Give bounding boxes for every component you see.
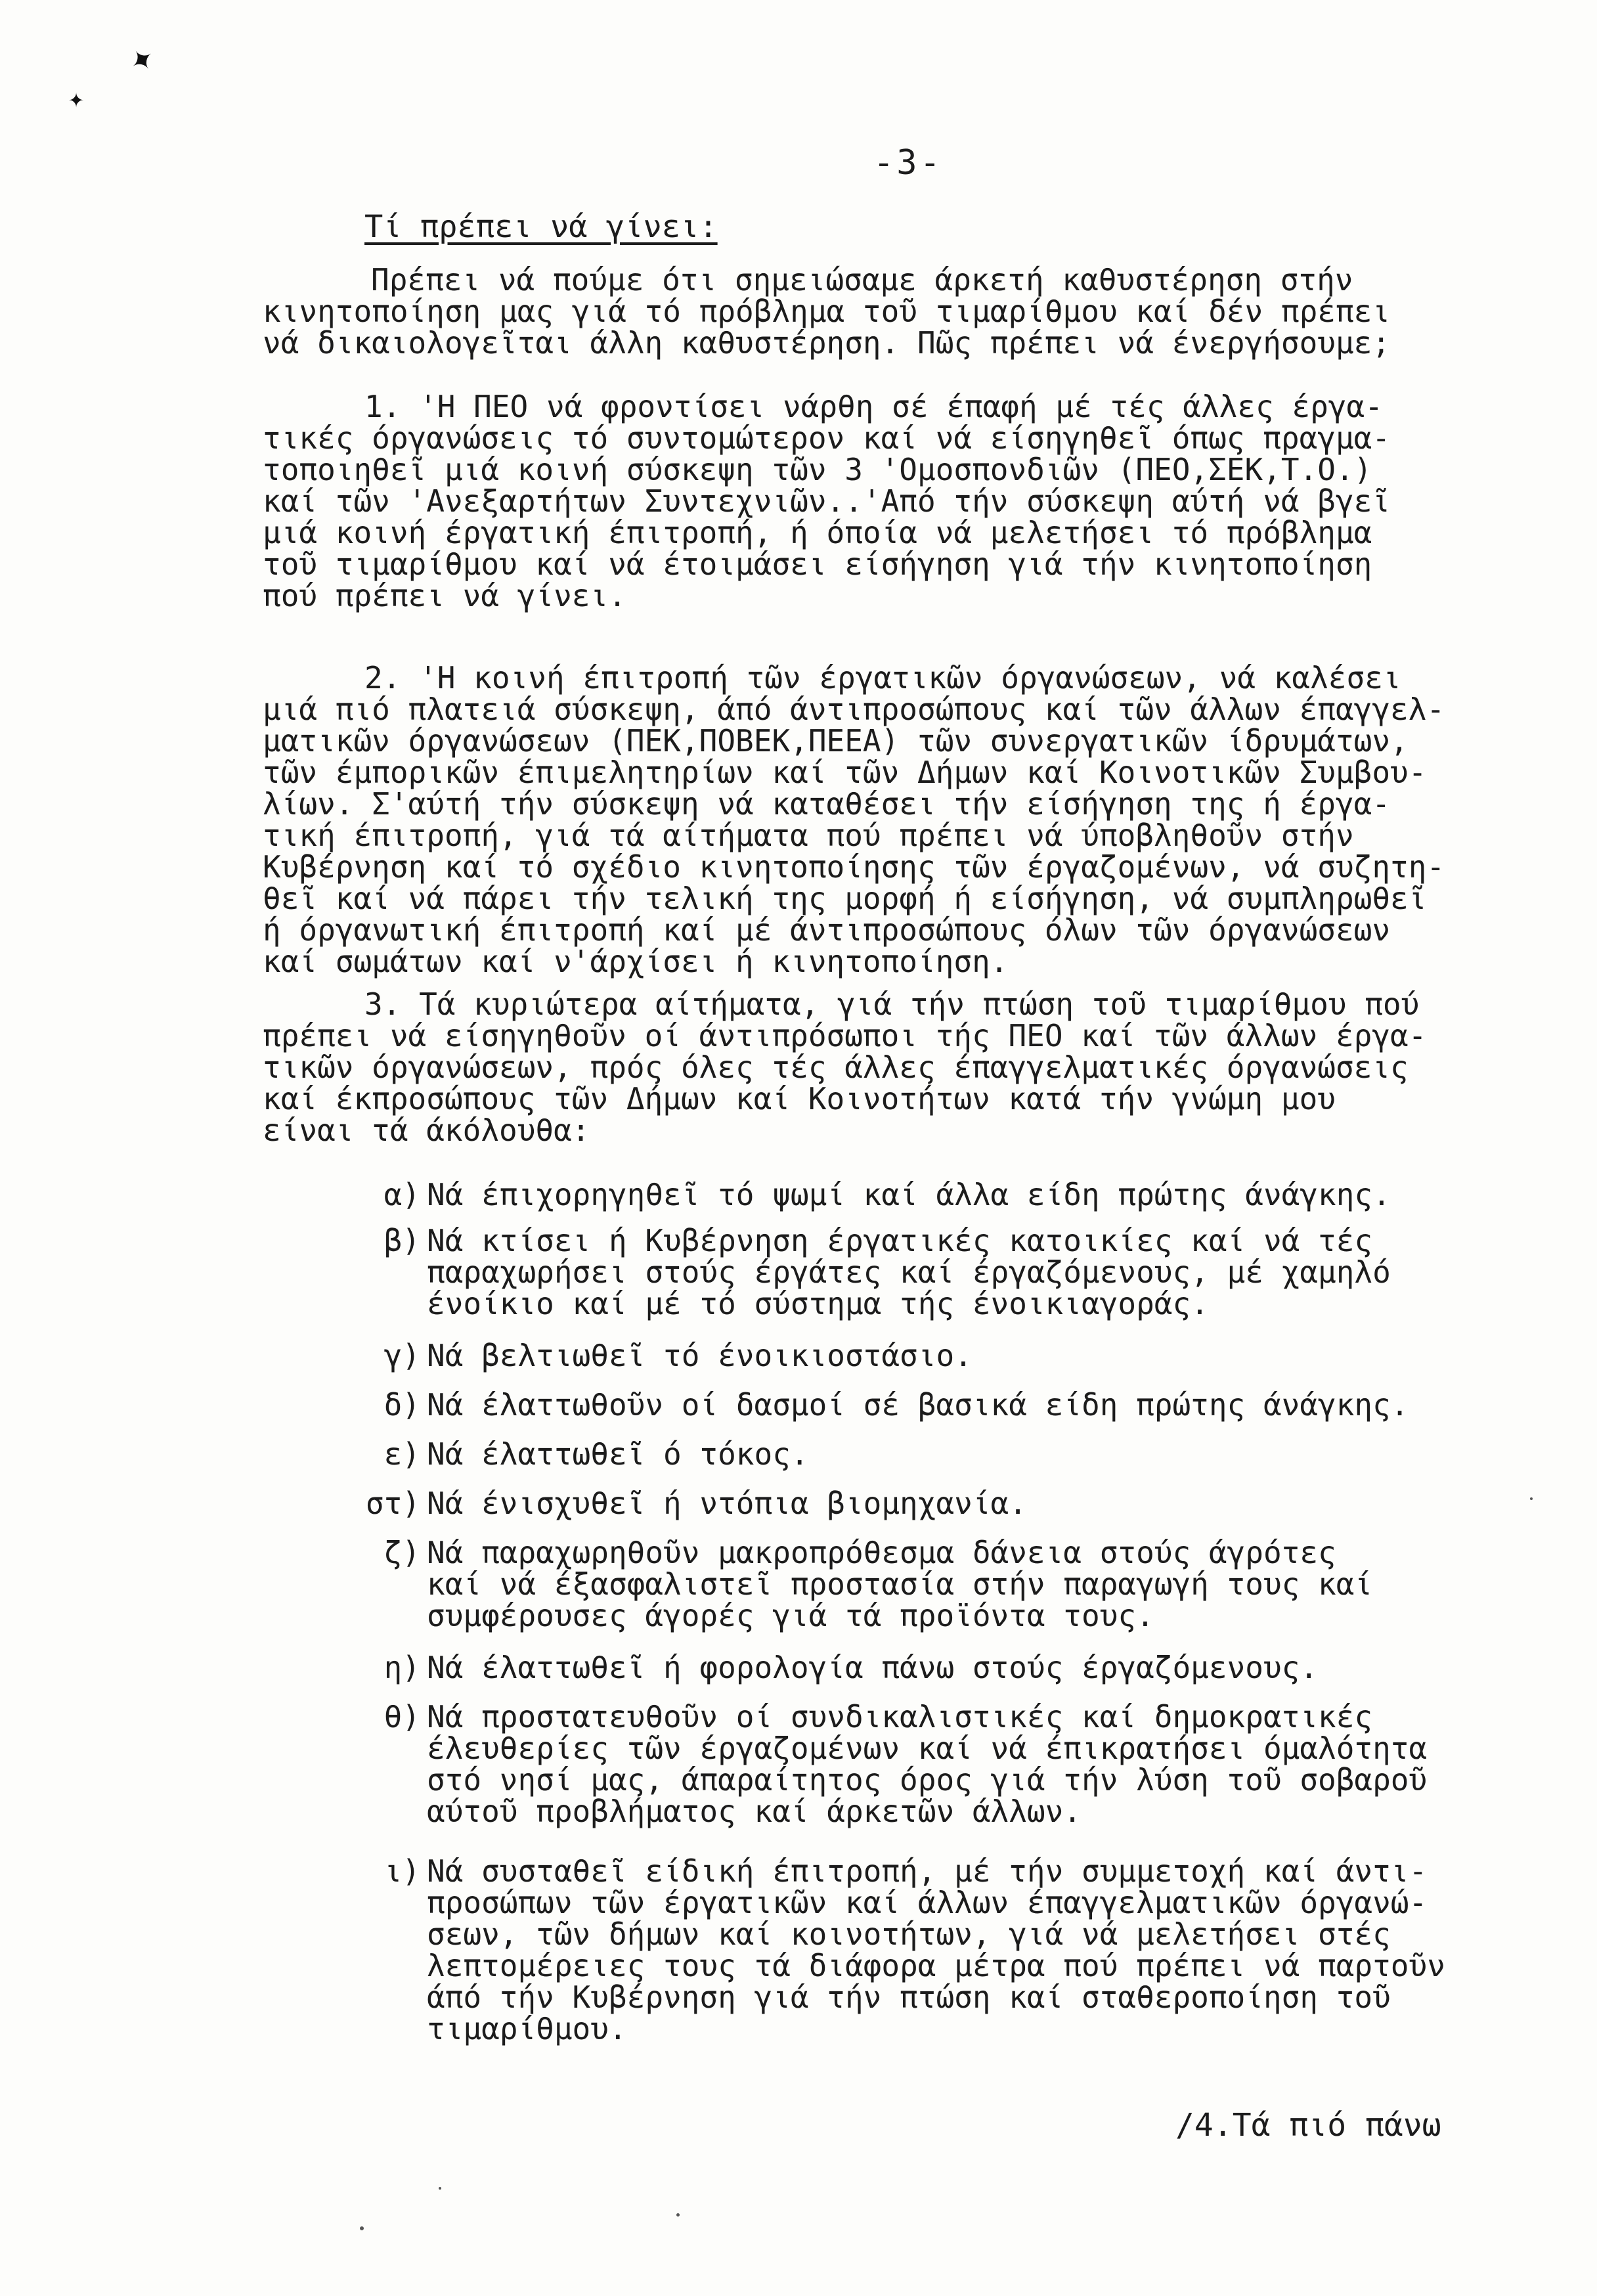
- text-line: Κυβέρνηση καί τό σχέδιο κινητοποίησης τῶν έργαζομένων, νά συζητη-: [263, 849, 1445, 885]
- text-line: πού πρέπει νά γίνει.: [263, 578, 626, 613]
- intro-paragraph-cont: [263, 296, 1550, 359]
- demand-marker: β): [383, 1223, 420, 1258]
- text-line: μιά κοινή έργατική έπιτροπή, ή όποία νά μελετήσει τό πρόβλημα: [263, 515, 1372, 550]
- text-line: τιμαρίθμου.: [427, 2011, 627, 2046]
- text-line: συμφέρουσες άγορές γιά τά προϊόντα τους.: [427, 1598, 1154, 1633]
- demand-marker: α): [383, 1177, 420, 1212]
- text-line: τικές όργανώσεις τό συντομώτερον καί νά είσηγηθεῖ όπως πραγμα-: [263, 420, 1391, 456]
- text-line: καί τῶν 'Ανεξαρτήτων Συντεχνιῶν..'Από τήν σύσκεψη αύτή νά βγεῖ: [263, 483, 1391, 519]
- demand-marker: ζ): [383, 1535, 420, 1570]
- text-line: Νά προστατευθοῦν οί συνδικαλιστικές καί δημοκρατικές: [427, 1699, 1373, 1734]
- text-line: ή όργανωτική έπιτροπή καί μέ άντιπροσώπους όλων τῶν όργανώσεων: [263, 912, 1391, 948]
- ink-speck: [676, 2213, 680, 2217]
- text-line: ένοίκιο καί μέ τό σύστημα τής ένοικιαγοράς.: [427, 1286, 1209, 1321]
- text-line: προσώπων τῶν έργατικῶν καί άλλων έπαγγελματικῶν όργανώ-: [427, 1885, 1428, 1920]
- text-line: έλευθερίες τῶν έργαζομένων καί νά έπικρατήσει όμαλότητα: [427, 1731, 1428, 1766]
- text-line: τῶν έμπορικῶν έπιμελητηρίων καί τῶν Δήμων καί Κοινοτικῶν Συμβου-: [263, 755, 1427, 790]
- ink-speck: [1530, 1497, 1533, 1500]
- demand-marker: ε): [383, 1436, 420, 1472]
- text-line: ματικῶν όργανώσεων (ΠΕΚ,ΠΟΒΕΚ,ΠΕΕΑ) τῶν συνεργατικῶν ίδρυμάτων,: [263, 723, 1409, 759]
- text-line: αύτοῦ προβλήματος καί άρκετῶν άλλων.: [427, 1794, 1082, 1829]
- continuation-note: /4.Τά πιό πάνω: [1175, 2107, 1441, 2144]
- text-line: Νά παραχωρηθοῦν μακροπρόθεσμα δάνεια στούς άγρότες: [427, 1535, 1336, 1570]
- section-heading: Τί πρέπει νά γίνει:: [364, 209, 718, 245]
- text-line: Νά συσταθεῖ είδική έπιτροπή, μέ τήν συμμετοχή καί άντι-: [427, 1853, 1428, 1889]
- text-line: Πρέπει νά πούμε ότι σημειώσαμε άρκετή καθυστέρηση στήν: [371, 262, 1353, 298]
- text-line: 3. Τά κυριώτερα αίτήματα, γιά τήν πτώση τοῦ τιμαρίθμου πού: [364, 986, 1420, 1022]
- text-line: Νά ένισχυθεῖ ή ντόπια βιομηχανία.: [427, 1486, 1027, 1521]
- ink-speck: [439, 2187, 441, 2190]
- demand-marker: στ): [365, 1486, 420, 1521]
- text-line: 2. 'Η κοινή έπιτροπή τῶν έργατικῶν όργανώσεων, νά καλέσει: [364, 660, 1401, 695]
- text-line: άπό τήν Κυβέρνηση γιά τήν πτώση καί σταθεροποίηση τοῦ: [427, 1979, 1391, 2015]
- text-line: θεῖ καί νά πάρει τήν τελική της μορφή ή είσήγηση, νά συμπληρωθεῖ: [263, 881, 1427, 916]
- text-line: τοποιηθεῖ μιά κοινή σύσκεψη τῶν 3 'Ομοσπονδιῶν (ΠΕΟ,ΣΕΚ,Τ.Ο.): [263, 452, 1372, 487]
- text-line: είναι τά άκόλουθα:: [263, 1113, 590, 1148]
- text-line: μιά πιό πλατειά σύσκεψη, άπό άντιπροσώπους καί τῶν άλλων έπαγγελ-: [263, 692, 1445, 727]
- text-line: Νά έπιχορηγηθεῖ τό ψωμί καί άλλα είδη πρώτης άνάγκης.: [427, 1177, 1391, 1212]
- text-line: Νά βελτιωθεῖ τό ένοικιοστάσιο.: [427, 1338, 973, 1373]
- point-1-paragraph-cont: [263, 422, 1550, 611]
- point-3-paragraph: [364, 988, 1597, 1020]
- text-line: τοῦ τιμαρίθμου καί νά έτοιμάσει είσήγηση γιά τήν κινητοποίηση: [263, 546, 1372, 582]
- page-number: -3-: [873, 143, 943, 183]
- text-line: λίων. Σ'αύτή τήν σύσκεψη νά καταθέσει τήν είσήγηση της ή έργα-: [263, 786, 1391, 822]
- point-1-paragraph: [364, 391, 1597, 422]
- text-line: Νά έλαττωθεῖ ό τόκος.: [427, 1436, 809, 1472]
- text-line: νά δικαιολογεῖται άλλη καθυστέρηση. Πῶς πρέπει νά ένεργήσουμε;: [263, 325, 1391, 361]
- text-line: καί σωμάτων καί ν'άρχίσει ή κινητοποίηση.: [263, 944, 1009, 979]
- text-line: κινητοποίηση μας γιά τό πρόβλημα τοῦ τιμαρίθμου καί δέν πρέπει: [263, 294, 1391, 329]
- demand-marker: ι): [383, 1853, 420, 1889]
- text-line: παραχωρήσει στούς έργάτες καί έργαζόμενους, μέ χαμηλό: [427, 1254, 1391, 1290]
- text-line: λεπτομέρειες τους τά διάφορα μέτρα πού πρέπει νά παρτοῦν: [427, 1948, 1445, 1983]
- text-line: πρέπει νά είσηγηθοῦν οί άντιπρόσωποι τής ΠΕΟ καί τῶν άλλων έργα-: [263, 1018, 1427, 1053]
- pen-mark-icon: ✦: [68, 83, 85, 114]
- text-line: σεων, τῶν δήμων καί κοινοτήτων, γιά νά μελετήσει στές: [427, 1916, 1391, 1952]
- text-line: Νά κτίσει ή Κυβέρνηση έργατικές κατοικίες καί νά τές: [427, 1223, 1373, 1258]
- demand-marker: γ): [383, 1338, 420, 1373]
- demand-marker: η): [383, 1650, 420, 1685]
- intro-paragraph: [371, 264, 1597, 296]
- point-3-paragraph-cont: [263, 1020, 1550, 1146]
- text-line: Νά έλαττωθεῖ ή φορολογία πάνω στούς έργαζόμενους.: [427, 1650, 1319, 1685]
- pen-mark-icon: ✦: [118, 32, 164, 84]
- point-2-paragraph-cont: [263, 694, 1550, 977]
- demand-marker: θ): [383, 1699, 420, 1734]
- text-line: καί νά έξασφαλιστεῖ προστασία στήν παραγωγή τους καί: [427, 1566, 1373, 1602]
- text-line: τικῶν όργανώσεων, πρός όλες τές άλλες έπαγγελματικές όργανώσεις: [263, 1049, 1409, 1085]
- point-2-paragraph: [364, 662, 1597, 694]
- demand-marker: δ): [383, 1387, 420, 1423]
- text-line: καί έκπροσώπους τῶν Δήμων καί Κοινοτήτων κατά τήν γνώμη μου: [263, 1081, 1336, 1116]
- text-line: Νά έλαττωθοῦν οί δασμοί σέ βασικά είδη πρώτης άνάγκης.: [427, 1387, 1409, 1423]
- text-line: τική έπιτροπή, γιά τά αίτήματα πού πρέπει νά ύποβληθοῦν στήν: [263, 818, 1354, 853]
- text-line: στό νησί μας, άπαραίτητος όρος γιά τήν λύση τοῦ σοβαροῦ: [427, 1762, 1428, 1798]
- ink-speck: [360, 2226, 364, 2230]
- text-line: 1. 'Η ΠΕΟ νά φροντίσει νάρθη σέ έπαφή μέ τές άλλες έργα-: [364, 389, 1383, 424]
